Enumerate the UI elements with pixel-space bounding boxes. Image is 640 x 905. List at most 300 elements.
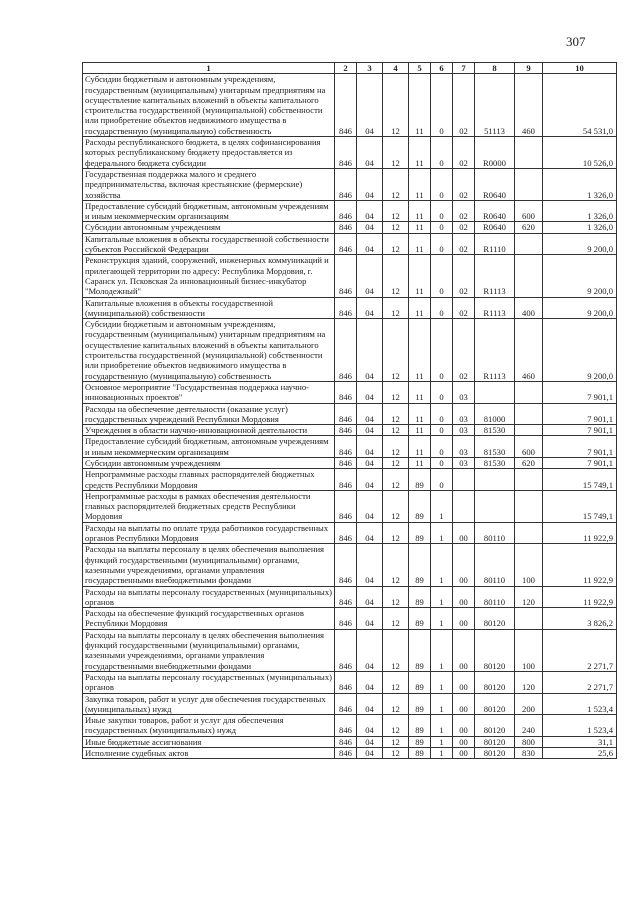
- budget-table: [82, 62, 617, 759]
- table-row: [83, 137, 617, 169]
- expense-type-code-cell: [515, 381, 543, 403]
- event-code-cell: 02: [453, 74, 475, 137]
- ministry-code-cell: 846: [335, 297, 357, 319]
- direction-code-cell: R1110: [475, 233, 515, 255]
- table-row: [83, 74, 617, 137]
- program-code-cell: 89: [409, 693, 431, 715]
- ministry-code-cell: 846: [335, 233, 357, 255]
- section-code-cell: 04: [357, 469, 383, 491]
- table-row: [83, 671, 617, 693]
- ministry-code-cell: 846: [335, 736, 357, 747]
- subprogram-code-cell: 0: [431, 222, 453, 233]
- amount-cell: 1 326,0: [543, 222, 617, 233]
- subprogram-code-cell: 0: [431, 319, 453, 382]
- table-row: [83, 490, 617, 522]
- amount-cell: 1 326,0: [543, 168, 617, 200]
- amount-cell: 9 200,0: [543, 255, 617, 297]
- event-code-cell: 00: [453, 693, 475, 715]
- ministry-code-cell: 846: [335, 425, 357, 436]
- expense-type-code-cell: [515, 255, 543, 297]
- section-code-cell: 04: [357, 233, 383, 255]
- ministry-code-cell: 846: [335, 200, 357, 222]
- table-row: [83, 693, 617, 715]
- direction-code-cell: 51113: [475, 74, 515, 137]
- expense-name-cell: Расходы на выплаты персоналу государственных (муниципальных) органов: [83, 671, 335, 693]
- subprogram-code-cell: 0: [431, 403, 453, 425]
- direction-code-cell: 80120: [475, 693, 515, 715]
- ministry-code-cell: 846: [335, 693, 357, 715]
- subsection-code-cell: 12: [383, 297, 409, 319]
- expense-name-cell: Предоставление субсидий бюджетным, автономным учреждениям и иным некоммерческим организациям: [83, 200, 335, 222]
- program-code-cell: 11: [409, 200, 431, 222]
- ministry-code-cell: 846: [335, 544, 357, 586]
- direction-code-cell: R1113: [475, 319, 515, 382]
- expense-name-cell: Основное мероприятие "Государственная поддержка научно-инновационных проектов": [83, 381, 335, 403]
- expense-name-cell: Иные бюджетные ассигнования: [83, 736, 335, 747]
- subprogram-code-cell: 1: [431, 522, 453, 544]
- event-code-cell: 00: [453, 736, 475, 747]
- table-row: [83, 233, 617, 255]
- amount-cell: 2 271,7: [543, 671, 617, 693]
- program-code-cell: 11: [409, 297, 431, 319]
- col-header: 7: [453, 63, 475, 74]
- direction-code-cell: 80120: [475, 671, 515, 693]
- table-row: [83, 255, 617, 297]
- expense-name-cell: Расходы на выплаты по оплате труда работников государственных органов Республики Мордовия: [83, 522, 335, 544]
- ministry-code-cell: 846: [335, 255, 357, 297]
- program-code-cell: 11: [409, 255, 431, 297]
- ministry-code-cell: 846: [335, 222, 357, 233]
- expense-name-cell: Субсидии автономным учреждениям: [83, 222, 335, 233]
- section-code-cell: 04: [357, 715, 383, 737]
- expense-type-code-cell: [515, 608, 543, 630]
- ministry-code-cell: 846: [335, 436, 357, 458]
- event-code-cell: 02: [453, 222, 475, 233]
- ministry-code-cell: 846: [335, 319, 357, 382]
- event-code-cell: 02: [453, 168, 475, 200]
- expense-type-code-cell: [515, 233, 543, 255]
- direction-code-cell: 80110: [475, 586, 515, 608]
- direction-code-cell: R1113: [475, 255, 515, 297]
- expense-name-cell: Расходы на выплаты персоналу в целях обеспечения выполнения функций государственными (муниципальными) органами, казенными учреждениями, органами управления государственными внебюджетными фондами: [83, 544, 335, 586]
- expense-name-cell: Расходы на выплаты персоналу государственных (муниципальных) органов: [83, 586, 335, 608]
- amount-cell: 54 531,0: [543, 74, 617, 137]
- section-code-cell: 04: [357, 255, 383, 297]
- event-code-cell: 03: [453, 381, 475, 403]
- expense-type-code-cell: 620: [515, 457, 543, 468]
- subprogram-code-cell: 0: [431, 425, 453, 436]
- subprogram-code-cell: 0: [431, 233, 453, 255]
- direction-code-cell: 81530: [475, 436, 515, 458]
- table-row: [83, 297, 617, 319]
- section-code-cell: 04: [357, 586, 383, 608]
- expense-type-code-cell: 400: [515, 297, 543, 319]
- section-code-cell: 04: [357, 297, 383, 319]
- direction-code-cell: [475, 490, 515, 522]
- subprogram-code-cell: 1: [431, 736, 453, 747]
- subsection-code-cell: 12: [383, 748, 409, 759]
- subprogram-code-cell: 1: [431, 715, 453, 737]
- subsection-code-cell: 12: [383, 222, 409, 233]
- subsection-code-cell: 12: [383, 522, 409, 544]
- table-row: [83, 586, 617, 608]
- subsection-code-cell: 12: [383, 255, 409, 297]
- expense-name-cell: Реконструкция зданий, сооружений, инженерных коммуникаций и прилегающей территории по адресу: Республика Мордовия, г. Саранск ул. Псковская 2а инновационный бизнес-инкубатор "Молодежный": [83, 255, 335, 297]
- ministry-code-cell: 846: [335, 381, 357, 403]
- expense-type-code-cell: 120: [515, 671, 543, 693]
- subprogram-code-cell: 1: [431, 748, 453, 759]
- col-header: 9: [515, 63, 543, 74]
- event-code-cell: 00: [453, 608, 475, 630]
- expense-type-code-cell: [515, 469, 543, 491]
- expense-type-code-cell: 100: [515, 629, 543, 671]
- direction-code-cell: [475, 469, 515, 491]
- expense-type-code-cell: 240: [515, 715, 543, 737]
- event-code-cell: 00: [453, 671, 475, 693]
- table-row: [83, 629, 617, 671]
- expense-type-code-cell: [515, 522, 543, 544]
- subsection-code-cell: 12: [383, 403, 409, 425]
- section-code-cell: 04: [357, 490, 383, 522]
- event-code-cell: 03: [453, 403, 475, 425]
- event-code-cell: 02: [453, 319, 475, 382]
- section-code-cell: 04: [357, 693, 383, 715]
- program-code-cell: 89: [409, 715, 431, 737]
- amount-cell: 7 901,1: [543, 436, 617, 458]
- expense-name-cell: Государственная поддержка малого и среднего предпринимательства, включая крестьянские (фермерские) хозяйства: [83, 168, 335, 200]
- table-row: [83, 222, 617, 233]
- program-code-cell: 89: [409, 736, 431, 747]
- subprogram-code-cell: 0: [431, 137, 453, 169]
- section-code-cell: 04: [357, 319, 383, 382]
- event-code-cell: 00: [453, 715, 475, 737]
- table-row: [83, 200, 617, 222]
- ministry-code-cell: 846: [335, 522, 357, 544]
- section-code-cell: 04: [357, 425, 383, 436]
- program-code-cell: 89: [409, 748, 431, 759]
- amount-cell: 7 901,1: [543, 381, 617, 403]
- program-code-cell: 11: [409, 436, 431, 458]
- amount-cell: 15 749,1: [543, 490, 617, 522]
- expense-name-cell: Иные закупки товаров, работ и услуг для обеспечения государственных (муниципальных) нужд: [83, 715, 335, 737]
- expense-type-code-cell: [515, 403, 543, 425]
- event-code-cell: 03: [453, 457, 475, 468]
- subprogram-code-cell: 1: [431, 586, 453, 608]
- subsection-code-cell: 12: [383, 233, 409, 255]
- amount-cell: 7 901,1: [543, 457, 617, 468]
- direction-code-cell: R0640: [475, 168, 515, 200]
- table-row: [83, 748, 617, 759]
- subsection-code-cell: 12: [383, 671, 409, 693]
- table-row: [83, 522, 617, 544]
- program-code-cell: 89: [409, 671, 431, 693]
- direction-code-cell: 81530: [475, 425, 515, 436]
- section-code-cell: 04: [357, 522, 383, 544]
- amount-cell: 25,6: [543, 748, 617, 759]
- ministry-code-cell: 846: [335, 715, 357, 737]
- col-header: 3: [357, 63, 383, 74]
- amount-cell: 3 826,2: [543, 608, 617, 630]
- subprogram-code-cell: 0: [431, 255, 453, 297]
- amount-cell: 11 922,9: [543, 544, 617, 586]
- subsection-code-cell: 12: [383, 608, 409, 630]
- event-code-cell: 03: [453, 436, 475, 458]
- program-code-cell: 11: [409, 425, 431, 436]
- amount-cell: 1 523,4: [543, 693, 617, 715]
- direction-code-cell: R0640: [475, 200, 515, 222]
- direction-code-cell: 80120: [475, 715, 515, 737]
- subprogram-code-cell: 0: [431, 168, 453, 200]
- expense-name-cell: Расходы на обеспечение деятельности (оказание услуг) государственных учреждений Республики Мордовия: [83, 403, 335, 425]
- col-header: 6: [431, 63, 453, 74]
- subsection-code-cell: 12: [383, 137, 409, 169]
- amount-cell: 11 922,9: [543, 522, 617, 544]
- direction-code-cell: 80120: [475, 608, 515, 630]
- col-header: 10: [543, 63, 617, 74]
- event-code-cell: 02: [453, 297, 475, 319]
- section-code-cell: 04: [357, 736, 383, 747]
- ministry-code-cell: 846: [335, 469, 357, 491]
- section-code-cell: 04: [357, 544, 383, 586]
- ministry-code-cell: 846: [335, 457, 357, 468]
- ministry-code-cell: 846: [335, 671, 357, 693]
- section-code-cell: 04: [357, 629, 383, 671]
- section-code-cell: 04: [357, 748, 383, 759]
- direction-code-cell: [475, 381, 515, 403]
- subprogram-code-cell: 0: [431, 74, 453, 137]
- subsection-code-cell: 12: [383, 544, 409, 586]
- program-code-cell: 89: [409, 608, 431, 630]
- ministry-code-cell: 846: [335, 629, 357, 671]
- program-code-cell: 11: [409, 168, 431, 200]
- direction-code-cell: R0000: [475, 137, 515, 169]
- direction-code-cell: 81530: [475, 457, 515, 468]
- expense-type-code-cell: 460: [515, 319, 543, 382]
- event-code-cell: 00: [453, 748, 475, 759]
- subprogram-code-cell: 0: [431, 381, 453, 403]
- subprogram-code-cell: 0: [431, 436, 453, 458]
- expense-type-code-cell: 100: [515, 544, 543, 586]
- subsection-code-cell: 12: [383, 715, 409, 737]
- page-number: 307: [566, 34, 586, 49]
- event-code-cell: 00: [453, 544, 475, 586]
- table-row: [83, 425, 617, 436]
- section-code-cell: 04: [357, 222, 383, 233]
- amount-cell: 7 901,1: [543, 403, 617, 425]
- direction-code-cell: 80110: [475, 522, 515, 544]
- amount-cell: 1 326,0: [543, 200, 617, 222]
- program-code-cell: 89: [409, 522, 431, 544]
- subprogram-code-cell: 1: [431, 608, 453, 630]
- direction-code-cell: R0640: [475, 222, 515, 233]
- program-code-cell: 11: [409, 137, 431, 169]
- section-code-cell: 04: [357, 403, 383, 425]
- subsection-code-cell: 12: [383, 425, 409, 436]
- ministry-code-cell: 846: [335, 403, 357, 425]
- program-code-cell: 89: [409, 629, 431, 671]
- expense-type-code-cell: 120: [515, 586, 543, 608]
- table-row: [83, 469, 617, 491]
- expense-name-cell: Учреждения в области научно-инновационной деятельности: [83, 425, 335, 436]
- amount-cell: 9 200,0: [543, 297, 617, 319]
- table-row: [83, 736, 617, 747]
- amount-cell: 1 523,4: [543, 715, 617, 737]
- ministry-code-cell: 846: [335, 586, 357, 608]
- subsection-code-cell: 12: [383, 693, 409, 715]
- ministry-code-cell: 846: [335, 490, 357, 522]
- expense-type-code-cell: [515, 490, 543, 522]
- subsection-code-cell: 12: [383, 736, 409, 747]
- expense-name-cell: Предоставление субсидий бюджетным, автономным учреждениям и иным некоммерческим организациям: [83, 436, 335, 458]
- program-code-cell: 89: [409, 490, 431, 522]
- expense-type-code-cell: 800: [515, 736, 543, 747]
- expense-name-cell: Капитальные вложения в объекты государственной (муниципальной) собственности: [83, 297, 335, 319]
- expense-type-code-cell: 600: [515, 200, 543, 222]
- subsection-code-cell: 12: [383, 436, 409, 458]
- program-code-cell: 11: [409, 233, 431, 255]
- amount-cell: 2 271,7: [543, 629, 617, 671]
- section-code-cell: 04: [357, 608, 383, 630]
- subprogram-code-cell: 1: [431, 671, 453, 693]
- direction-code-cell: 80120: [475, 629, 515, 671]
- subsection-code-cell: 12: [383, 629, 409, 671]
- event-code-cell: [453, 469, 475, 491]
- section-code-cell: 04: [357, 168, 383, 200]
- expense-name-cell: Расходы на выплаты персоналу в целях обеспечения выполнения функций государственными (муниципальными) органами, казенными учреждениями, органами управления государственными внебюджетными фондами: [83, 629, 335, 671]
- event-code-cell: 00: [453, 522, 475, 544]
- section-code-cell: 04: [357, 200, 383, 222]
- expense-type-code-cell: [515, 137, 543, 169]
- direction-code-cell: 80120: [475, 736, 515, 747]
- event-code-cell: 03: [453, 425, 475, 436]
- direction-code-cell: R1113: [475, 297, 515, 319]
- expense-name-cell: Расходы на обеспечение функций государственных органов Республики Мордовия: [83, 608, 335, 630]
- col-header: 5: [409, 63, 431, 74]
- table-row: [83, 544, 617, 586]
- col-header: 1: [83, 63, 335, 74]
- event-code-cell: 02: [453, 233, 475, 255]
- program-code-cell: 89: [409, 586, 431, 608]
- subsection-code-cell: 12: [383, 200, 409, 222]
- subprogram-code-cell: 1: [431, 544, 453, 586]
- event-code-cell: [453, 490, 475, 522]
- section-code-cell: 04: [357, 137, 383, 169]
- subsection-code-cell: 12: [383, 490, 409, 522]
- program-code-cell: 11: [409, 74, 431, 137]
- expense-type-code-cell: [515, 425, 543, 436]
- table-row: [83, 168, 617, 200]
- col-header: 2: [335, 63, 357, 74]
- ministry-code-cell: 846: [335, 608, 357, 630]
- subprogram-code-cell: 1: [431, 490, 453, 522]
- expense-type-code-cell: 200: [515, 693, 543, 715]
- direction-code-cell: 81000: [475, 403, 515, 425]
- ministry-code-cell: 846: [335, 74, 357, 137]
- table-row: [83, 457, 617, 468]
- program-code-cell: 89: [409, 469, 431, 491]
- subsection-code-cell: 12: [383, 586, 409, 608]
- ministry-code-cell: 846: [335, 137, 357, 169]
- expense-name-cell: Субсидии бюджетным и автономным учреждениям, государственным (муниципальным) унитарным предприятиям на осуществление капитальных вложений в объекты капитального строительства государственной (муниципальной) собственности или приобретение объектов недвижимого имущества в государственную (муниципальную) собственность: [83, 74, 335, 137]
- table-row: [83, 715, 617, 737]
- amount-cell: 15 749,1: [543, 469, 617, 491]
- section-code-cell: 04: [357, 74, 383, 137]
- section-code-cell: 04: [357, 381, 383, 403]
- subsection-code-cell: 12: [383, 457, 409, 468]
- subsection-code-cell: 12: [383, 74, 409, 137]
- amount-cell: 10 526,0: [543, 137, 617, 169]
- expense-name-cell: Расходы республиканского бюджета, в целях софинансирования которых республиканскому бюджету предоставляется из федерального бюджета субсидии: [83, 137, 335, 169]
- expense-type-code-cell: 830: [515, 748, 543, 759]
- program-code-cell: 11: [409, 222, 431, 233]
- subprogram-code-cell: 0: [431, 297, 453, 319]
- subprogram-code-cell: 0: [431, 469, 453, 491]
- table-body: [83, 74, 617, 759]
- amount-cell: 11 922,9: [543, 586, 617, 608]
- amount-cell: 7 901,1: [543, 425, 617, 436]
- table-row: [83, 319, 617, 382]
- subsection-code-cell: 12: [383, 381, 409, 403]
- ministry-code-cell: 846: [335, 748, 357, 759]
- table-row: [83, 608, 617, 630]
- expense-name-cell: Субсидии автономным учреждениям: [83, 457, 335, 468]
- amount-cell: 9 200,0: [543, 319, 617, 382]
- expense-type-code-cell: 460: [515, 74, 543, 137]
- section-code-cell: 04: [357, 436, 383, 458]
- section-code-cell: 04: [357, 457, 383, 468]
- subsection-code-cell: 12: [383, 319, 409, 382]
- program-code-cell: 11: [409, 457, 431, 468]
- subsection-code-cell: 12: [383, 469, 409, 491]
- expense-type-code-cell: [515, 168, 543, 200]
- subprogram-code-cell: 1: [431, 629, 453, 671]
- expense-name-cell: Исполнение судебных актов: [83, 748, 335, 759]
- event-code-cell: 02: [453, 200, 475, 222]
- event-code-cell: 02: [453, 137, 475, 169]
- direction-code-cell: 80120: [475, 748, 515, 759]
- expense-name-cell: Закупка товаров, работ и услуг для обеспечения государственных (муниципальных) нужд: [83, 693, 335, 715]
- expense-name-cell: Субсидии бюджетным и автономным учреждениям, государственным (муниципальным) унитарным предприятиям на осуществление капитальных вложений в объекты капитального строительства государственной (муниципальной) собственности или приобретение объектов недвижимого имущества в государственную (муниципальную) собственность: [83, 319, 335, 382]
- table-row: [83, 436, 617, 458]
- expense-name-cell: Непрограммные расходы главных распорядителей бюджетных средств Республики Мордовия: [83, 469, 335, 491]
- program-code-cell: 89: [409, 544, 431, 586]
- subsection-code-cell: 12: [383, 168, 409, 200]
- subprogram-code-cell: 1: [431, 693, 453, 715]
- table-row: [83, 403, 617, 425]
- header-row: [83, 63, 617, 74]
- expense-name-cell: Капитальные вложения в объекты государственной собственности субъектов Российской Федерации: [83, 233, 335, 255]
- direction-code-cell: 80110: [475, 544, 515, 586]
- ministry-code-cell: 846: [335, 168, 357, 200]
- program-code-cell: 11: [409, 403, 431, 425]
- col-header: 4: [383, 63, 409, 74]
- expense-name-cell: Непрограммные расходы в рамках обеспечения деятельности главных распорядителей бюджетных средств Республики Мордовия: [83, 490, 335, 522]
- event-code-cell: 02: [453, 255, 475, 297]
- amount-cell: 31,1: [543, 736, 617, 747]
- subprogram-code-cell: 0: [431, 200, 453, 222]
- expense-type-code-cell: 600: [515, 436, 543, 458]
- amount-cell: 9 200,0: [543, 233, 617, 255]
- expense-type-code-cell: 620: [515, 222, 543, 233]
- program-code-cell: 11: [409, 319, 431, 382]
- subprogram-code-cell: 0: [431, 457, 453, 468]
- event-code-cell: 00: [453, 629, 475, 671]
- program-code-cell: 11: [409, 381, 431, 403]
- section-code-cell: 04: [357, 671, 383, 693]
- event-code-cell: 00: [453, 586, 475, 608]
- table-row: [83, 381, 617, 403]
- col-header: 8: [475, 63, 515, 74]
